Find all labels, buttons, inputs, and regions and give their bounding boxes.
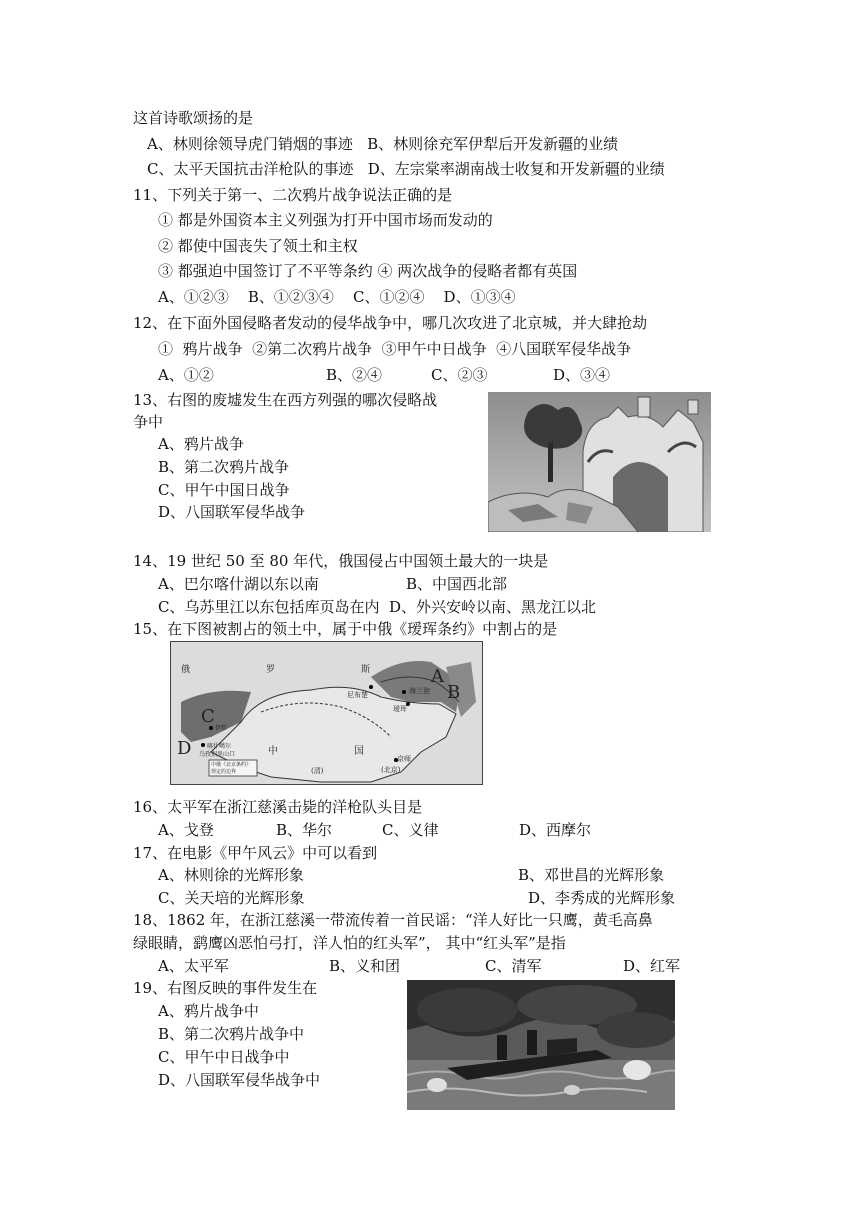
option-18-b: B、义和团 — [329, 957, 401, 975]
map-label-e: 俄 — [181, 665, 191, 675]
statement-2: ② 都使中国丧失了领土和主权 — [158, 237, 358, 255]
map-label-C: C — [201, 706, 215, 727]
option-12-b: B、②④ — [326, 366, 383, 384]
statement-3-4: ③ 都强迫中国签订了不平等条约 ④ 两次战争的侵略者都有英国 — [158, 262, 578, 280]
statement-1: ① 都是外国资本主义列强为打开中国市场而发动的 — [158, 211, 493, 229]
statements-12: ① 鸦片战争 ②第二次鸦片战争 ③甲午中日战争 ④八国联军侵华战争 — [158, 340, 632, 358]
option-18-d: D、红军 — [623, 957, 681, 975]
text-line: 这首诗歌颂扬的是 — [133, 109, 254, 127]
option-13-b: B、第二次鸦片战争 — [158, 458, 290, 476]
map-label-A: A — [431, 666, 444, 687]
option-13-a: A、鸦片战争 — [158, 435, 244, 453]
option-12-d: D、③④ — [553, 366, 611, 384]
option-16-d: D、西摩尔 — [519, 821, 592, 839]
option-19-a: A、鸦片战争中 — [158, 1002, 259, 1020]
question-15: 15、在下图被割占的领土中，属于中俄《瑷珲条约》中割占的是 — [133, 620, 558, 638]
question-18: 18、1862 年，在浙江慈溪一带流传着一首民谣：“洋人好比一只鹰，黄毛高鼻 — [133, 911, 653, 929]
map-label-si: 斯 — [361, 665, 371, 675]
question-17: 17、在电影《甲午风云》中可以看到 — [133, 844, 378, 862]
option-13-d: D、八国联军侵华战争 — [158, 503, 306, 521]
map-label-D: D — [177, 738, 192, 759]
question-14: 14、19 世纪 50 至 80 年代，俄国侵占中国领土最大的一块是 — [133, 552, 549, 570]
map-label-yili: 伊犁 — [215, 725, 228, 732]
question-16: 16、太平军在浙江慈溪击毙的洋枪队头目是 — [133, 798, 423, 816]
map-label-kashiga: 喀什噶尔 — [207, 743, 232, 750]
option-17-a: A、林则徐的光辉形象 — [158, 866, 304, 884]
option-12-c: C、②③ — [431, 366, 488, 384]
question-13: 13、右图的废墟发生在西方列强的哪次侵略战 — [133, 391, 438, 409]
option-19-b: B、第二次鸦片战争中 — [158, 1025, 305, 1043]
question-11: 11、下列关于第一、二次鸦片战争说法正确的是 — [133, 186, 453, 204]
option-17-c: C、关天培的光辉形象 — [158, 889, 305, 907]
option-14-a: A、巴尔喀什湖以东以南 — [158, 575, 319, 593]
option-18-c: C、清军 — [485, 957, 542, 975]
option-17-d: D、李秀成的光辉形象 — [528, 889, 676, 907]
option-13-c: C、甲午中国日战争 — [158, 481, 290, 499]
question-12: 12、在下面外国侵略者发动的侵华战争中，哪几次攻进了北京城，并大肆抢劫 — [133, 314, 648, 332]
options-11: A、①②③ B、①②③④ C、①②④ D、①③④ — [158, 288, 516, 306]
option-19-d: D、八国联军侵华战争中 — [158, 1071, 321, 1089]
option-19-c: C、甲午中日战争中 — [158, 1048, 290, 1066]
option-12-a: A、①② — [158, 366, 214, 384]
map-label-luo: 罗 — [266, 665, 276, 675]
map-label-aihui: 瑷珲 — [393, 705, 407, 713]
question-19: 19、右图反映的事件发生在 — [133, 979, 318, 997]
option-14-cd: C、乌苏里江以东包括库页岛在内 D、外兴安岭以南、黑龙江以北 — [158, 598, 597, 616]
map-label-nibuchu: 尼布楚 — [347, 691, 368, 699]
option-18-a: A、太平军 — [158, 957, 229, 975]
option-14-b: B、中国西北部 — [406, 575, 508, 593]
naval-battle-photo — [407, 980, 675, 1110]
map-label-jingshi: 京师 — [397, 755, 411, 763]
option-line: A、林则徐领导虎门销烟的事迹 B、林则徐充军伊犁后开发新疆的业绩 — [147, 135, 619, 153]
map-label-pass: 乌孜别里山口 — [199, 751, 236, 758]
map-label-qing: (清) — [311, 767, 324, 775]
question-18-cont: 绿眼睛，鹞鹰凶恶怕弓打，洋人怕的红头军”， 其中“红头军”是指 — [133, 934, 566, 952]
map-label-guo: 国 — [354, 746, 364, 757]
option-17-b: B、邓世昌的光辉形象 — [518, 866, 665, 884]
map-label-hailanpao: 海兰泡 — [409, 687, 430, 695]
ruins-photo — [488, 392, 711, 532]
option-16-a: A、戈登 — [158, 821, 214, 839]
option-16-b: B、华尔 — [276, 821, 333, 839]
territory-map — [170, 641, 483, 785]
map-label-zhong: 中 — [268, 746, 278, 757]
map-label-beijing: (北京) — [381, 766, 401, 774]
question-13-cont: 争中 — [133, 413, 164, 431]
map-legend-line1: 中俄《北京条约》 — [211, 762, 252, 768]
map-legend-line2: 规定的边界 — [211, 769, 237, 775]
option-line: C、太平天国抗击洋枪队的事迹 D、左宗棠率湖南战士收复和开发新疆的业绩 — [147, 160, 665, 178]
map-label-B: B — [447, 682, 461, 703]
option-16-c: C、义律 — [382, 821, 439, 839]
